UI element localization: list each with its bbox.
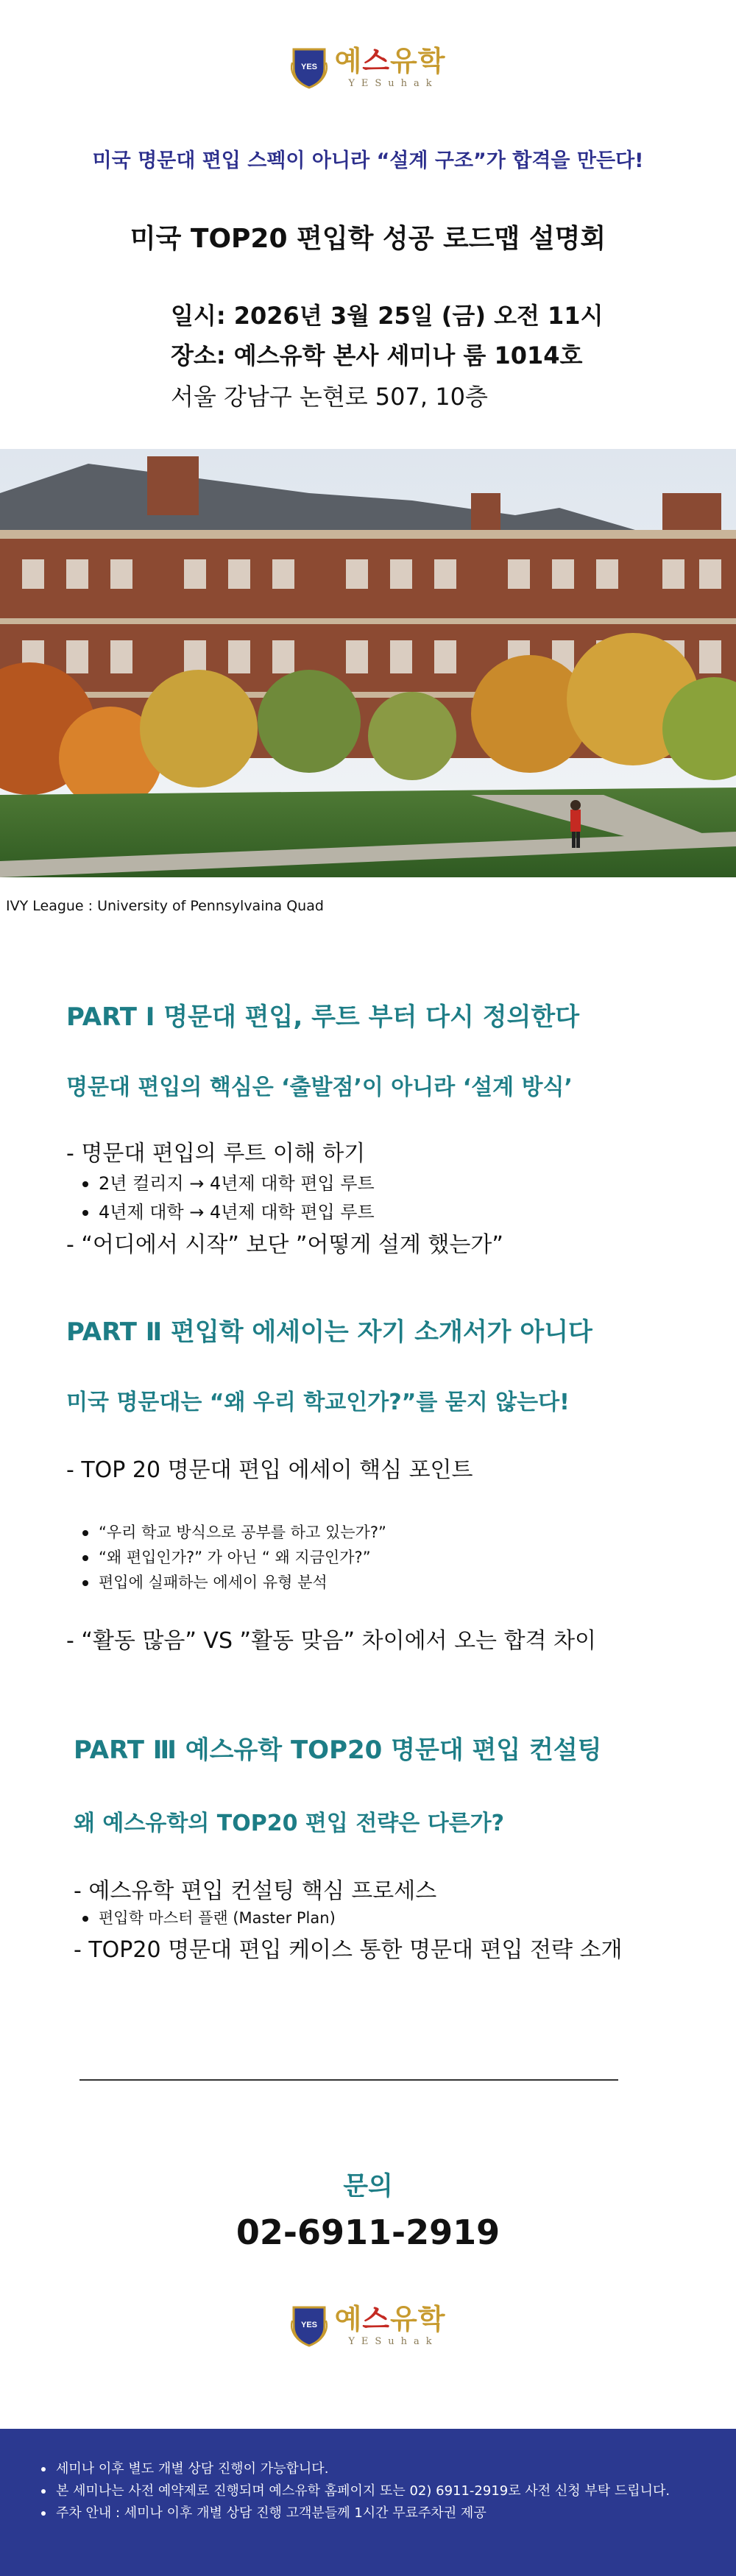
part3-title: PART Ⅲ 예스유학 TOP20 명문대 편입 컨설팅 (74, 1735, 602, 1765)
brand-part2: 스 (362, 2303, 390, 2335)
brand-part1: 예 (334, 2303, 363, 2335)
bullet-icon (82, 1210, 88, 1216)
list-item: “왜 편입인가?” 가 아닌 “ 왜 지금인가?” (82, 1546, 371, 1568)
bullet-icon (82, 1916, 88, 1922)
crest-icon (291, 46, 328, 89)
divider (79, 2079, 618, 2081)
list-item: 2년 컬리지 → 4년제 대학 편입 루트 (82, 1169, 375, 1195)
brand-subtitle: YESuhak (348, 2336, 439, 2347)
contact-label: 문의 (343, 2172, 393, 2201)
part1-subtitle: 명문대 편입의 핵심은 ‘출발점’이 아니라 ‘설계 방식’ (66, 1075, 573, 1100)
bullet-icon (82, 1530, 88, 1536)
bullet-icon (41, 2489, 46, 2494)
crest-icon (291, 2304, 328, 2347)
event-address: 서울 강남구 논현로 507, 10층 (171, 383, 488, 411)
brand-part2: 스 (362, 45, 390, 77)
bullet-icon (82, 1181, 88, 1187)
part1-line1: - 명문대 편입의 루트 이해 하기 (66, 1141, 366, 1167)
list-item: 편입에 실패하는 에세이 유형 분석 (82, 1571, 328, 1593)
contact-phone[interactable]: 02-6911-2919 (236, 2212, 500, 2252)
bullet-icon (41, 2511, 46, 2516)
bullet-icon (41, 2467, 46, 2471)
footer-note: 세미나 이후 별도 개별 상담 진행이 가능합니다. (41, 2458, 736, 2480)
brand-part3: 유학 (390, 2303, 446, 2335)
part2-line2: - “활동 많음” VS ”활동 맞음” 차이에서 오는 합격 차이 (66, 1628, 597, 1654)
campus-photo (0, 449, 736, 877)
list-item: 4년제 대학 → 4년제 대학 편입 루트 (82, 1197, 375, 1223)
part3-line2: - TOP20 명문대 편입 케이스 통한 명문대 편입 전략 소개 (74, 1937, 623, 1963)
footer-notes (41, 2458, 736, 2524)
event-date: 일시: 2026년 3월 25일 (금) 오전 11시 (171, 302, 604, 330)
headline: 미국 명문대 편입 스펙이 아니라 “설계 구조”가 합격을 만든다! (92, 149, 644, 172)
photo-caption: IVY League : University of Pennsylvaina Quad (6, 898, 324, 914)
part2-line1: - TOP 20 명문대 편입 에세이 핵심 포인트 (66, 1457, 473, 1483)
part3-subtitle: 왜 예스유학의 TOP20 편입 전략은 다른가? (74, 1811, 505, 1836)
brand-part1: 예 (334, 45, 363, 77)
brand-subtitle: YESuhak (348, 78, 439, 89)
top-logo (0, 46, 736, 89)
event-venue: 장소: 예스유학 본사 세미나 룸 1014호 (171, 342, 583, 369)
crest-text: YES (300, 2320, 317, 2329)
page-title: 미국 TOP20 편입학 성공 로드맵 설명회 (130, 224, 606, 254)
list-item: 편입학 마스터 플랜 (Master Plan) (82, 1906, 336, 1928)
part1-title: PART Ⅰ 명문대 편입, 루트 부터 다시 정의한다 (66, 1002, 580, 1032)
footer-note: 주차 안내 : 세미나 이후 개별 상담 진행 고객분들께 1시간 무료주차권 제공 (41, 2502, 736, 2524)
bottom-logo (0, 2304, 736, 2347)
part3-line1: - 예스유학 편입 컨설팅 핵심 프로세스 (74, 1878, 437, 1904)
part2-title: PART Ⅱ 편입학 에세이는 자기 소개서가 아니다 (66, 1317, 592, 1347)
part2-subtitle: 미국 명문대는 “왜 우리 학교인가?”를 묻지 않는다! (66, 1390, 570, 1415)
list-item: “우리 학교 방식으로 공부를 하고 있는가?” (82, 1521, 386, 1543)
bullet-icon (82, 1580, 88, 1586)
brand-part3: 유학 (390, 45, 446, 77)
part1-line2: - “어디에서 시작” 보단 ”어떻게 설계 했는가” (66, 1232, 503, 1258)
footer-note: 본 세미나는 사전 예약제로 진행되며 예스유학 홈페이지 또는 02) 6911-2919로 사전 신청 부탁 드립니다. (41, 2480, 736, 2502)
bullet-icon (82, 1555, 88, 1561)
footer (0, 2429, 736, 2576)
crest-text: YES (300, 62, 317, 71)
